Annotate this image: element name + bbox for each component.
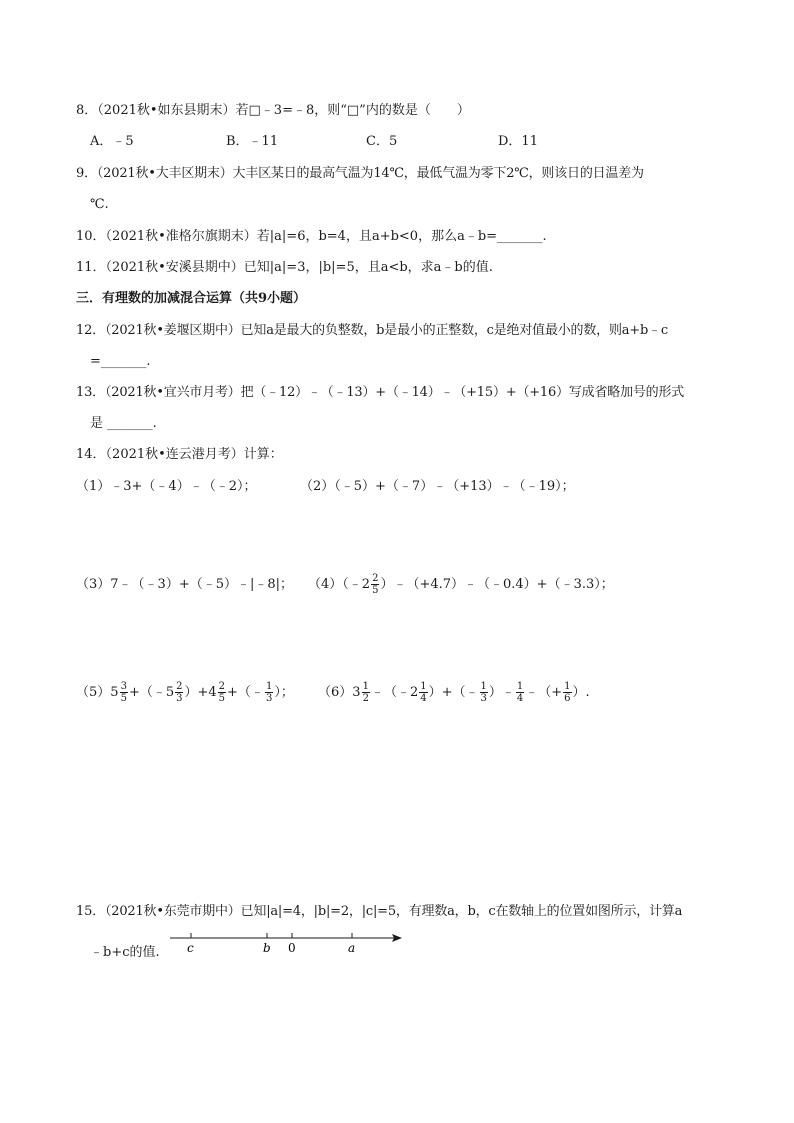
q9-line2: ℃. bbox=[90, 197, 109, 212]
q14-part4-post: ）﹣（+4.7）﹣（﹣0.4）+（﹣3.3）； bbox=[380, 577, 614, 592]
label-a: a bbox=[348, 941, 356, 955]
fraction-2-5: $\frac{2}{5}$ bbox=[372, 573, 379, 596]
label-zero: 0 bbox=[288, 941, 296, 955]
number-line-diagram bbox=[168, 928, 408, 958]
q8-stem: 8．（2021秋•如东县期末）若□﹣3=﹣8，则“□”内的数是（ ） bbox=[76, 103, 470, 118]
q14-part4-pre: （﹣2 bbox=[342, 577, 371, 592]
q13-line1: 13．（2021秋•宜兴市月考）把（﹣12）﹣（﹣13）+（﹣14）﹣（+15）+（+16）写成省略加号的形式 bbox=[76, 385, 685, 400]
q14-part2: （2）（﹣5）+（﹣7）﹣（+13）﹣（﹣19）； bbox=[300, 479, 575, 494]
q14-part4 bbox=[308, 568, 614, 602]
q8-option-b: B．﹣11 bbox=[226, 134, 279, 149]
q14-part1: （1）﹣3+（﹣4）﹣（﹣2）； bbox=[76, 479, 257, 494]
q8-option-d: D．11 bbox=[498, 134, 538, 149]
q15-line1: 15．（2021秋•东莞市期中）已知|a|=4，|b|=2，|c|=5，有理数a，b，c在数轴上的位置如图所示，计算a bbox=[76, 904, 683, 919]
q14-part3: （3）7﹣（﹣3）+（﹣5）﹣|﹣8|； bbox=[76, 577, 294, 592]
q11-stem: 11．（2021秋•安溪县期中）已知|a|=3，|b|=5，且a<b，求a﹣b的值. bbox=[76, 260, 493, 275]
q12-line2: =_______. bbox=[90, 354, 151, 369]
q14-stem: 14．（2021秋•连云港月考）计算： bbox=[76, 447, 283, 462]
q8-option-c: C．5 bbox=[366, 134, 398, 149]
q10-stem: 10．（2021秋•准格尔旗期末）若|a|=6，b=4，且a+b<0，那么a﹣b=_______. bbox=[76, 229, 547, 244]
label-c: c bbox=[187, 941, 194, 955]
q12-line1: 12．（2021秋•姜堰区期中）已知a是最大的负整数，b是最小的正整数，c是绝对值最小的数，则a+b﹣c bbox=[76, 323, 668, 338]
q9-line1: 9．（2021秋•大丰区期末）大丰区某日的最高气温为14℃，最低气温为零下2℃，则该日的日温差为 bbox=[76, 166, 644, 181]
q14-part5-label: （5） bbox=[76, 685, 111, 700]
q8-option-a: A．﹣5 bbox=[90, 134, 134, 149]
q14-part6-label: （6） bbox=[318, 685, 353, 700]
label-b: b bbox=[263, 941, 271, 955]
q14-part4-label: （4） bbox=[308, 577, 343, 592]
q13-line2: 是 _______. bbox=[90, 416, 157, 431]
q15-line2: ﹣b+c的值. bbox=[90, 945, 160, 960]
q14-part6: （6）3 $\frac{1}{2}$ ﹣（﹣2 $\frac{1}{4}$ ）+（﹣ $\frac{1}{3}$ ）﹣ $\frac{1}{4}$ ﹣（+ $\frac{1}{6}$ ）. bbox=[318, 681, 590, 704]
q14-part5: （5）5 $\frac{3}{5}$ +（﹣5 $\frac{2}{3}$ ）+4 $\frac{2}{5}$ +（﹣ $\frac{1}{3}$ ）； bbox=[76, 681, 294, 704]
section-heading: 三．有理数的加减混合运算（共9小题） bbox=[76, 291, 307, 306]
